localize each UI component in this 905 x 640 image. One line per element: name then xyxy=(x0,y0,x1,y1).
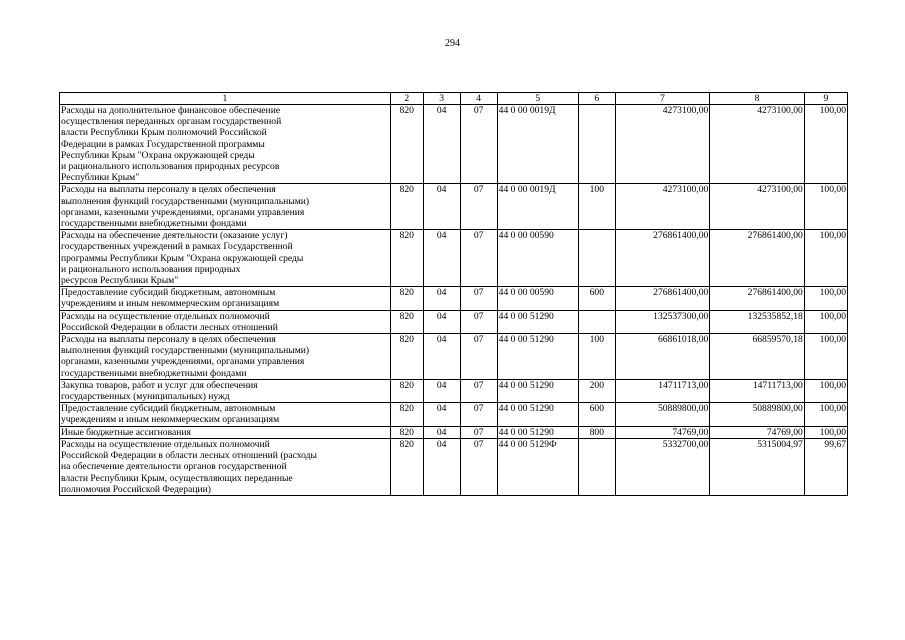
table-row xyxy=(60,310,848,333)
executed-amount: 132535852,18 xyxy=(710,310,805,333)
table-row xyxy=(60,230,848,287)
ministry-code: 820 xyxy=(390,310,423,333)
section-code: 04 xyxy=(423,287,460,310)
table-row xyxy=(60,334,848,380)
header-cell-3: 3 xyxy=(423,93,460,105)
subsection-code: 07 xyxy=(460,426,497,438)
expense-name: Предоставление субсидий бюджетным, автономным учреждениям и иным некоммерческим организациям xyxy=(60,287,391,310)
budget-table xyxy=(59,92,848,496)
target-article-code: 44 0 00 00590 xyxy=(497,287,578,310)
target-article-code: 44 0 00 51290 xyxy=(497,334,578,380)
target-article-code: 44 0 00 00590 xyxy=(497,230,578,287)
subsection-code: 07 xyxy=(460,105,497,184)
expense-name: Расходы на осуществление отдельных полномочий Российской Федерации в области лесных отношений xyxy=(60,310,391,333)
planned-amount: 4273100,00 xyxy=(615,184,710,230)
table-row xyxy=(60,438,848,495)
subsection-code: 07 xyxy=(460,334,497,380)
header-cell-8: 8 xyxy=(710,93,805,105)
expense-type-code xyxy=(578,438,615,495)
table-row xyxy=(60,287,848,310)
section-code: 04 xyxy=(423,438,460,495)
subsection-code: 07 xyxy=(460,230,497,287)
subsection-code: 07 xyxy=(460,184,497,230)
target-article-code: 44 0 00 51290 xyxy=(497,426,578,438)
executed-amount: 276861400,00 xyxy=(710,287,805,310)
expense-name: Расходы на выплаты персоналу в целях обеспечения выполнения функций государственными (муниципальными) органами, казенными учреждениями, органами управления государственными внебюджетными фондами xyxy=(60,184,391,230)
execution-percent: 99,67 xyxy=(804,438,847,495)
executed-amount: 66859570,18 xyxy=(710,334,805,380)
header-cell-2: 2 xyxy=(390,93,423,105)
expense-name: Расходы на осуществление отдельных полномочий Российской Федерации в области лесных отношений (расходы на обеспечение деятельности органов государственной власти Республики Крым, осуществляющих переданные полномочия Российской Федерации) xyxy=(60,438,391,495)
table-row xyxy=(60,105,848,184)
execution-percent: 100,00 xyxy=(804,184,847,230)
ministry-code: 820 xyxy=(390,403,423,426)
executed-amount: 4273100,00 xyxy=(710,105,805,184)
expense-name: Расходы на обеспечение деятельности (оказание услуг) государственных учреждений в рамках Государственной программы Республики Крым "Охрана окружающей среды и рационального использования природных ресурсов Республики Крым" xyxy=(60,230,391,287)
subsection-code: 07 xyxy=(460,287,497,310)
ministry-code: 820 xyxy=(390,287,423,310)
expense-name: Расходы на дополнительное финансовое обеспечение осуществления переданных органам государственной власти Республики Крым полномочий Российской Федерации в рамках Государственной программы Республики Крым "Охрана окружающей среды и рационального использования природных ресурсов Республики Крым" xyxy=(60,105,391,184)
subsection-code: 07 xyxy=(460,438,497,495)
planned-amount: 66861018,00 xyxy=(615,334,710,380)
executed-amount: 14711713,00 xyxy=(710,379,805,402)
ministry-code: 820 xyxy=(390,426,423,438)
ministry-code: 820 xyxy=(390,438,423,495)
execution-percent: 100,00 xyxy=(804,310,847,333)
execution-percent: 100,00 xyxy=(804,287,847,310)
ministry-code: 820 xyxy=(390,230,423,287)
expense-name: Предоставление субсидий бюджетным, автономным учреждениям и иным некоммерческим организациям xyxy=(60,403,391,426)
execution-percent: 100,00 xyxy=(804,230,847,287)
expense-type-code: 800 xyxy=(578,426,615,438)
expense-type-code: 100 xyxy=(578,184,615,230)
planned-amount: 276861400,00 xyxy=(615,230,710,287)
section-code: 04 xyxy=(423,426,460,438)
execution-percent: 100,00 xyxy=(804,379,847,402)
ministry-code: 820 xyxy=(390,379,423,402)
planned-amount: 276861400,00 xyxy=(615,287,710,310)
header-cell-5: 5 xyxy=(497,93,578,105)
planned-amount: 132537300,00 xyxy=(615,310,710,333)
target-article-code: 44 0 00 0019Д xyxy=(497,184,578,230)
ministry-code: 820 xyxy=(390,105,423,184)
header-cell-1: 1 xyxy=(60,93,391,105)
expense-type-code: 600 xyxy=(578,287,615,310)
ministry-code: 820 xyxy=(390,334,423,380)
table-row xyxy=(60,379,848,402)
section-code: 04 xyxy=(423,105,460,184)
section-code: 04 xyxy=(423,310,460,333)
expense-type-code xyxy=(578,310,615,333)
expense-name: Закупка товаров, работ и услуг для обеспечения государственных (муниципальных) нужд xyxy=(60,379,391,402)
subsection-code: 07 xyxy=(460,310,497,333)
expense-type-code: 100 xyxy=(578,334,615,380)
executed-amount: 5315004,97 xyxy=(710,438,805,495)
page-number: 294 xyxy=(445,38,460,49)
target-article-code: 44 0 00 5129Ф xyxy=(497,438,578,495)
planned-amount: 74769,00 xyxy=(615,426,710,438)
section-code: 04 xyxy=(423,230,460,287)
planned-amount: 14711713,00 xyxy=(615,379,710,402)
planned-amount: 4273100,00 xyxy=(615,105,710,184)
table-row xyxy=(60,426,848,438)
table-row xyxy=(60,403,848,426)
header-row xyxy=(60,93,848,105)
executed-amount: 74769,00 xyxy=(710,426,805,438)
table-header xyxy=(60,93,848,105)
target-article-code: 44 0 00 0019Д xyxy=(497,105,578,184)
execution-percent: 100,00 xyxy=(804,334,847,380)
table-row xyxy=(60,184,848,230)
target-article-code: 44 0 00 51290 xyxy=(497,379,578,402)
planned-amount: 50889800,00 xyxy=(615,403,710,426)
subsection-code: 07 xyxy=(460,379,497,402)
expense-name: Расходы на выплаты персоналу в целях обеспечения выполнения функций государственными (муниципальными) органами, казенными учреждениями, органами управления государственными внебюджетными фондами xyxy=(60,334,391,380)
executed-amount: 4273100,00 xyxy=(710,184,805,230)
execution-percent: 100,00 xyxy=(804,426,847,438)
header-cell-7: 7 xyxy=(615,93,710,105)
section-code: 04 xyxy=(423,184,460,230)
execution-percent: 100,00 xyxy=(804,403,847,426)
expense-type-code: 200 xyxy=(578,379,615,402)
section-code: 04 xyxy=(423,334,460,380)
target-article-code: 44 0 00 51290 xyxy=(497,403,578,426)
expense-type-code xyxy=(578,230,615,287)
section-code: 04 xyxy=(423,379,460,402)
header-cell-4: 4 xyxy=(460,93,497,105)
header-cell-9: 9 xyxy=(804,93,847,105)
execution-percent: 100,00 xyxy=(804,105,847,184)
planned-amount: 5332700,00 xyxy=(615,438,710,495)
expense-type-code xyxy=(578,105,615,184)
expense-name: Иные бюджетные ассигнования xyxy=(60,426,391,438)
header-cell-6: 6 xyxy=(578,93,615,105)
executed-amount: 276861400,00 xyxy=(710,230,805,287)
subsection-code: 07 xyxy=(460,403,497,426)
target-article-code: 44 0 00 51290 xyxy=(497,310,578,333)
expense-type-code: 600 xyxy=(578,403,615,426)
section-code: 04 xyxy=(423,403,460,426)
executed-amount: 50889800,00 xyxy=(710,403,805,426)
ministry-code: 820 xyxy=(390,184,423,230)
table-body xyxy=(60,105,848,496)
